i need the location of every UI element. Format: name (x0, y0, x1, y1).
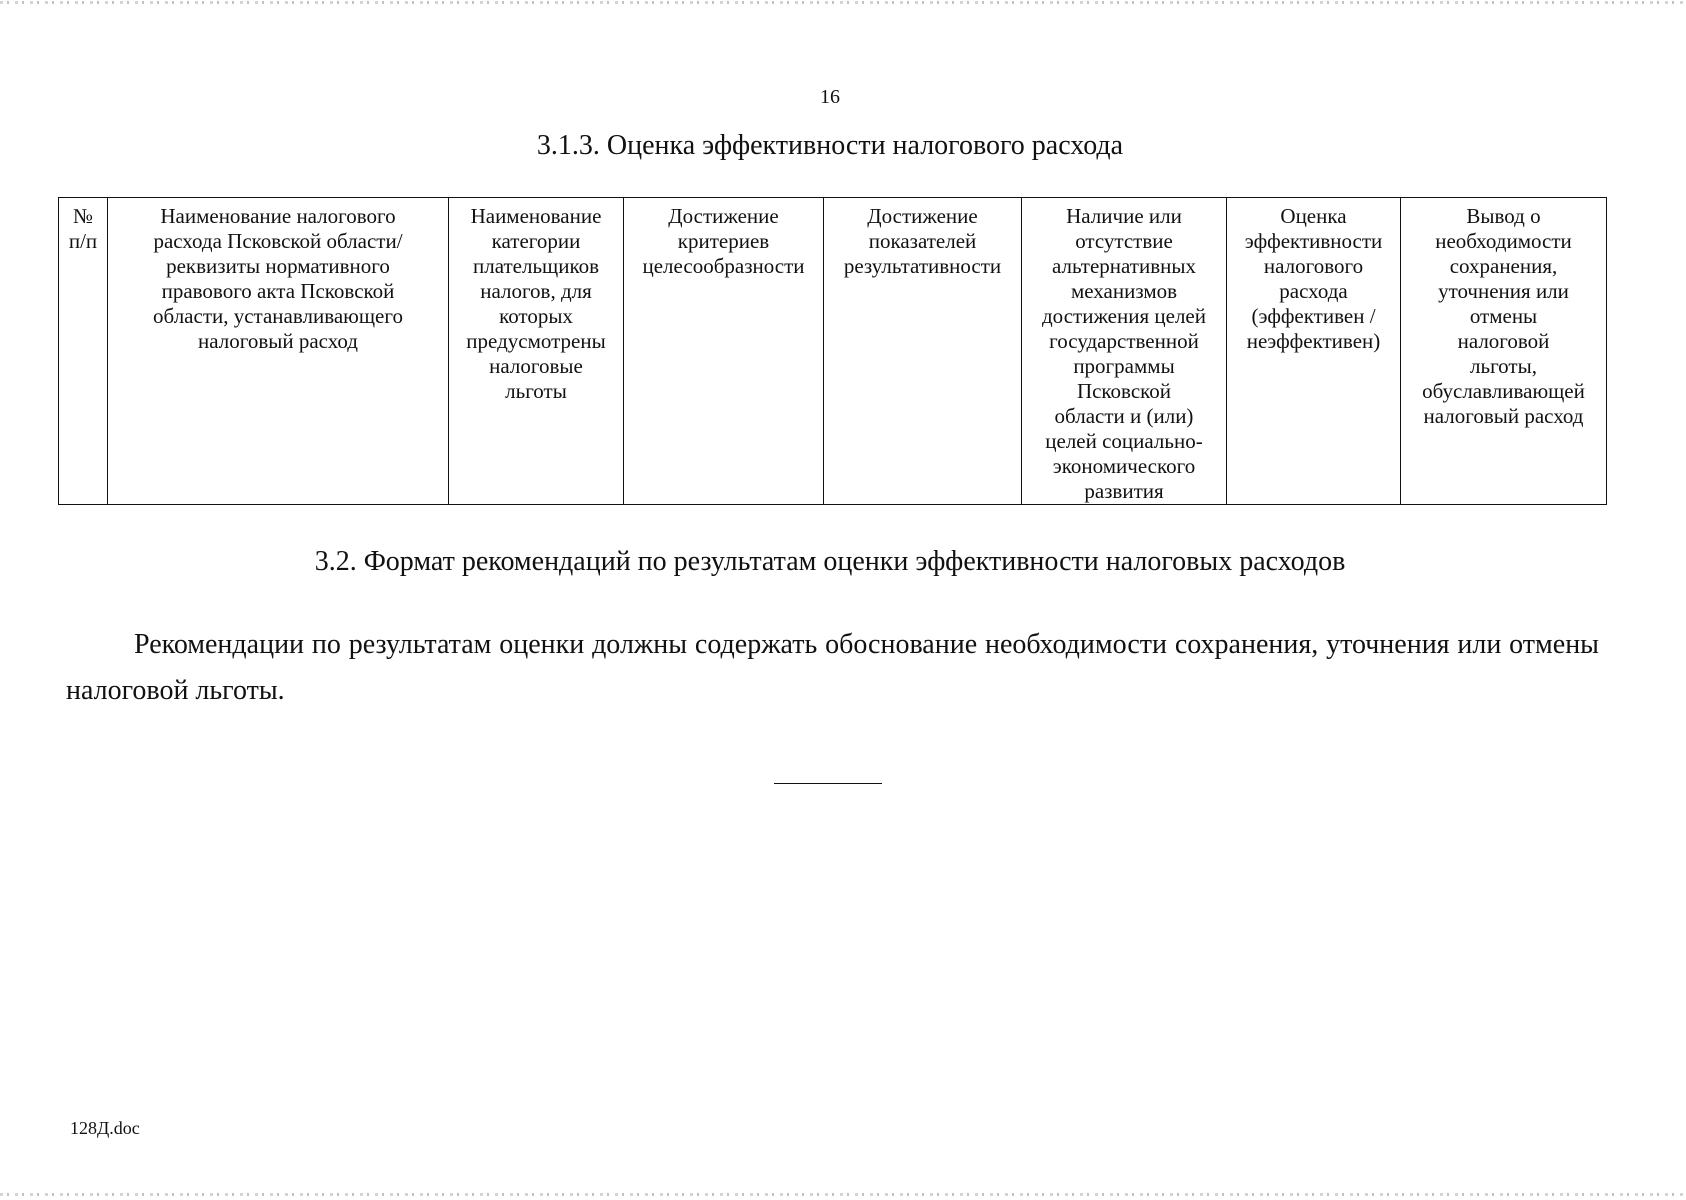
table-header-cell: Наименование категории плательщиков налогов, для которых предусмотрены налоговые льготы (449, 198, 624, 505)
scan-edge-bottom (0, 1193, 1686, 1196)
scan-edge-top (0, 1, 1686, 4)
table-header-cell: Наименование налогового расхода Псковской области/ реквизиты нормативного правового акта Псковской области, устанавливающего налоговый расход (108, 198, 449, 505)
table-header-cell: Достижение показателей результативности (824, 198, 1022, 505)
table-header-cell: № п/п (59, 198, 108, 505)
section-heading-3-1-3: 3.1.3. Оценка эффективности налогового расхода (536, 130, 1124, 161)
footer-filename: 128Д.doc (70, 1118, 140, 1138)
table-header-cell: Достижение критериев целесообразности (624, 198, 824, 505)
table-header-cell: Оценка эффективности налогового расхода (эффективен / неэффективен) (1227, 198, 1401, 505)
body-paragraph: Рекомендации по результатам оценки должны содержать обоснование необходимости сохранения, уточнения или отмены налоговой льготы. (66, 629, 1599, 706)
table-header-cell: Наличие или отсутствие альтернативных механизмов достижения целей государственной программы Псковской области и (или) целей социально- экономического развития (1022, 198, 1227, 505)
page-number: 16 (820, 86, 840, 108)
efficiency-table (58, 197, 1606, 505)
end-rule (774, 783, 882, 784)
section-heading-3-2: 3.2. Формат рекомендаций по результатам оценки эффективности налоговых расходов (314, 546, 1346, 577)
table-header-row (59, 198, 1607, 505)
table-header-cell: Вывод о необходимости сохранения, уточнения или отмены налоговой льготы, обуславливающей налоговый расход (1401, 198, 1607, 505)
